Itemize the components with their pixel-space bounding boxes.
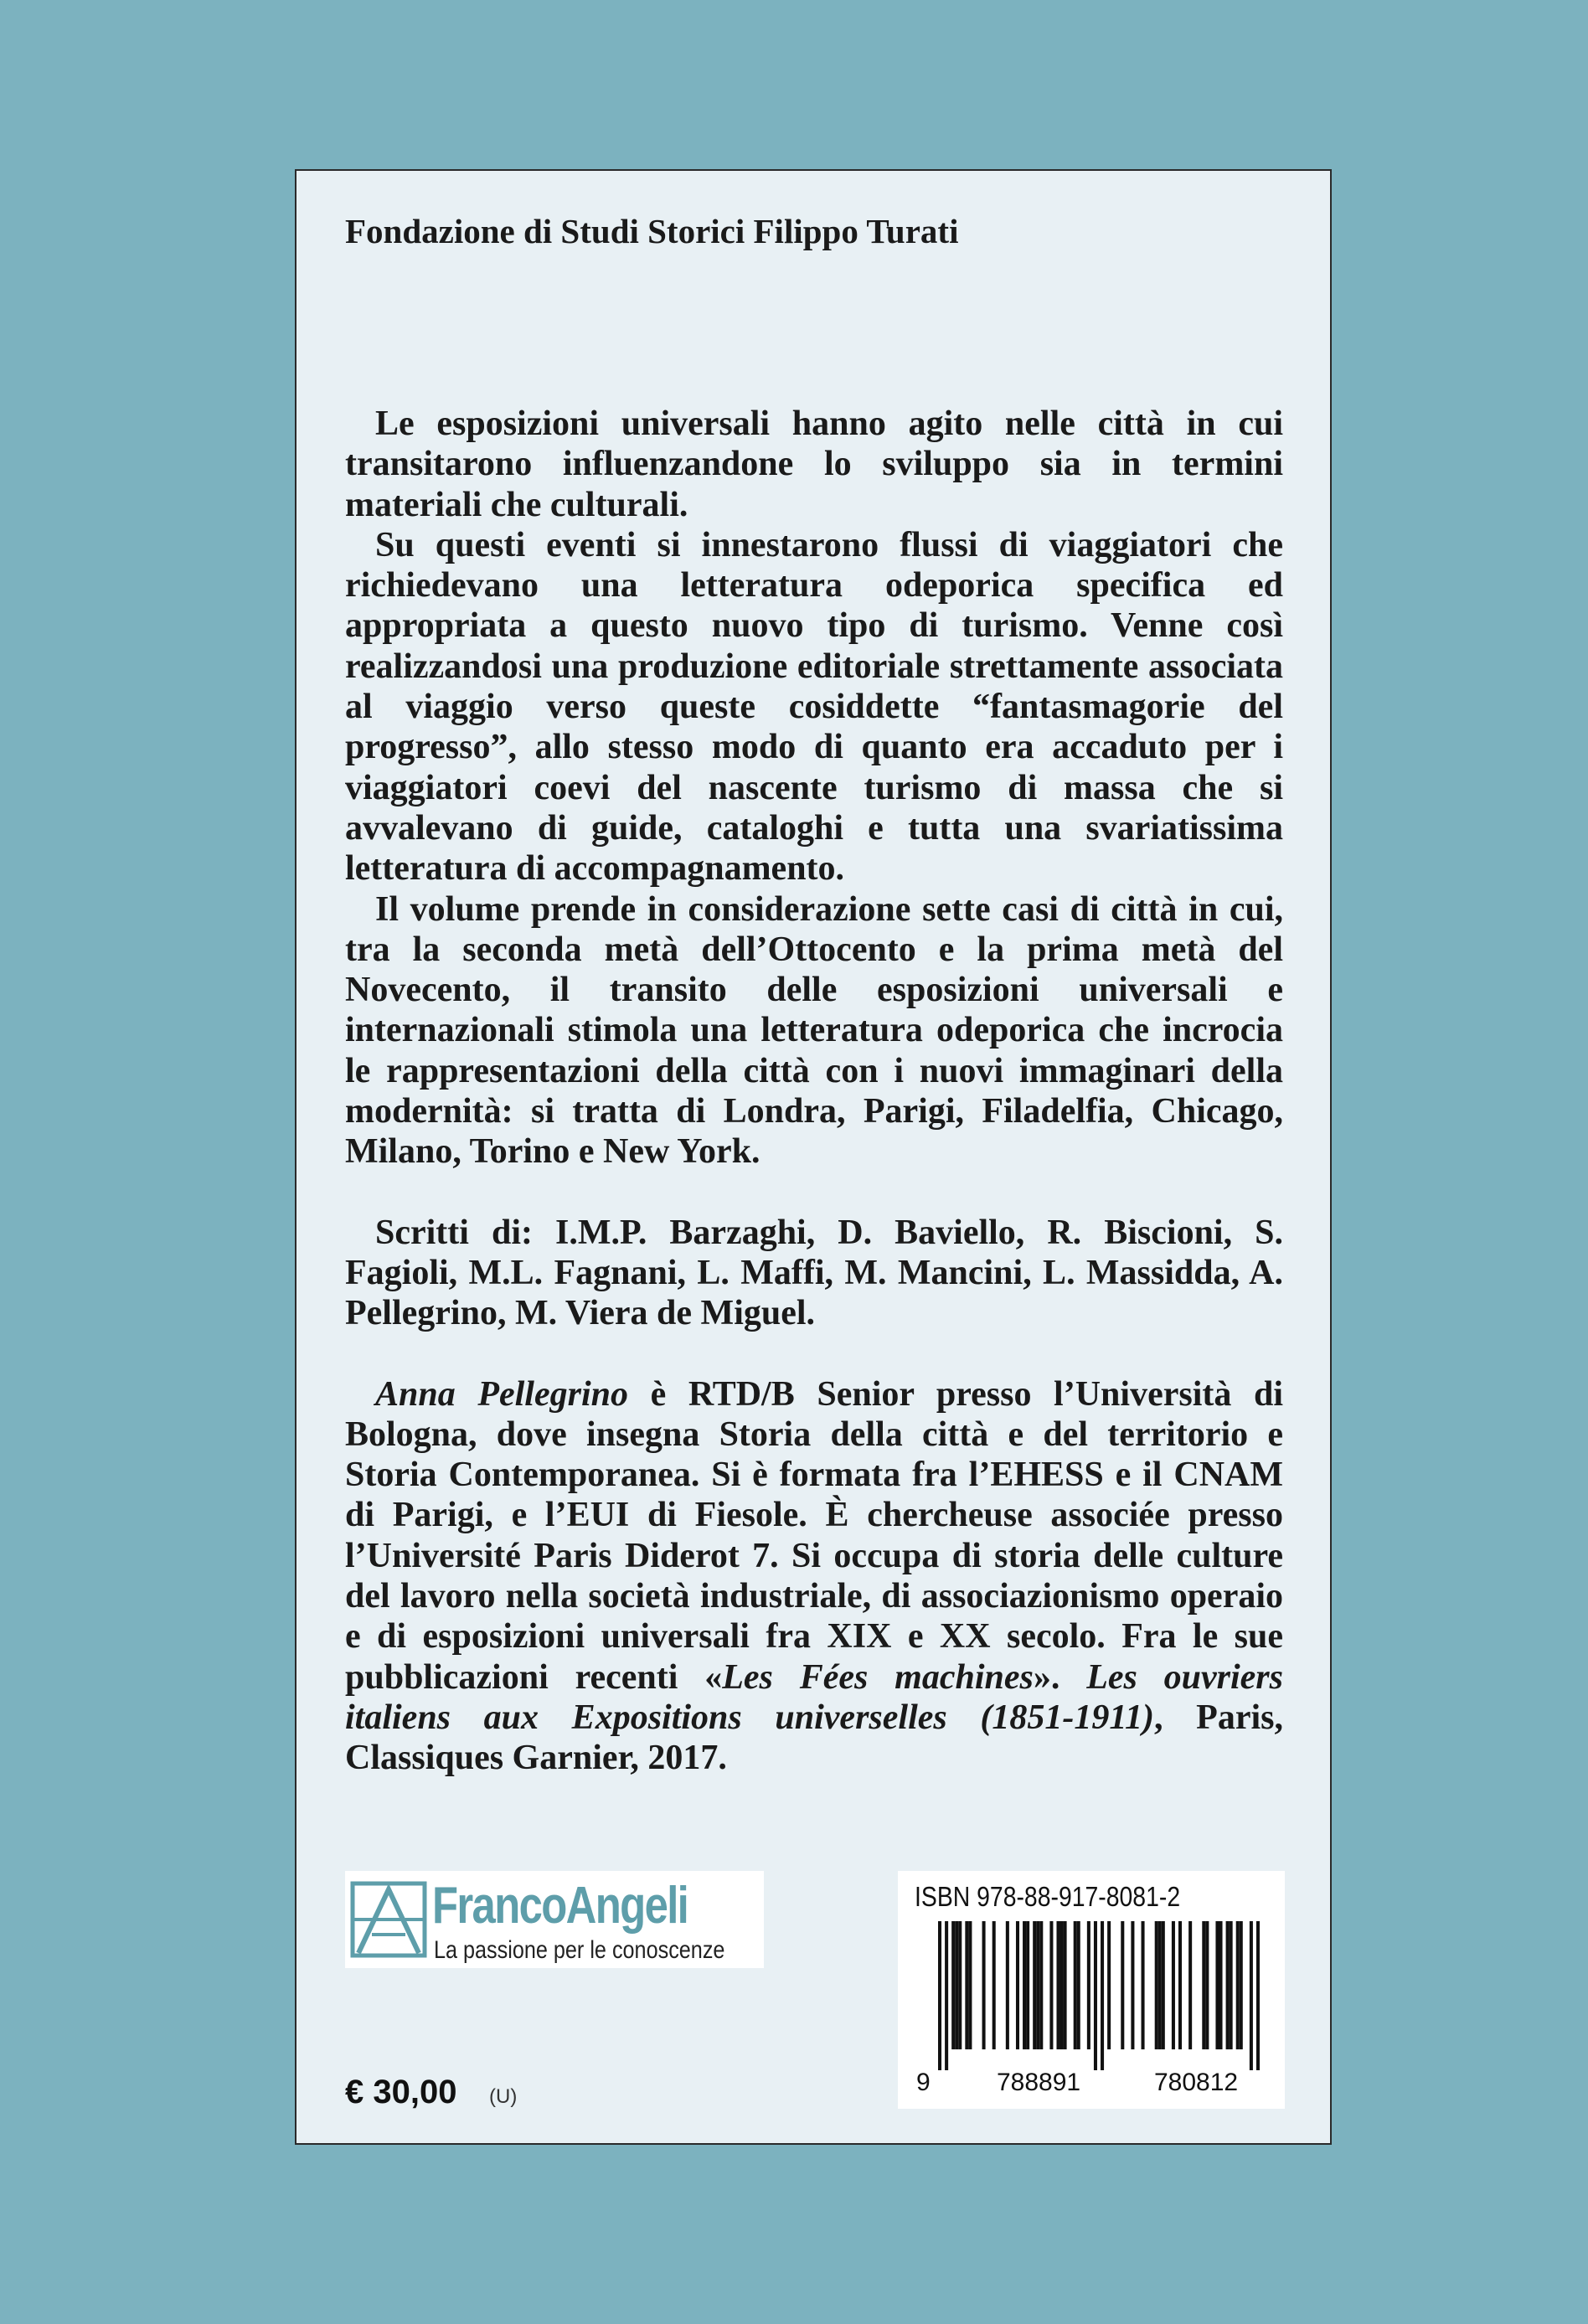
barcode-bar <box>965 1921 968 2049</box>
publisher-name: FrancoAngeli <box>432 1877 688 1935</box>
barcode-bar <box>1121 1921 1124 2049</box>
barcode-bar <box>1056 1921 1060 2049</box>
barcode-bar <box>1205 1921 1209 2049</box>
publication-title-b: Les ouvriers italiens aux Expositions universelles (1851-1911) <box>345 1657 1283 1737</box>
barcode-bar <box>992 1921 996 2049</box>
isbn-label: ISBN 978-88-917-8081-2 <box>915 1881 1181 1912</box>
publisher-tagline: La passione per le conoscenze <box>434 1936 725 1964</box>
barcode-left-digits: 788891 <box>997 2069 1081 2096</box>
barcode-bar <box>1077 1921 1080 2049</box>
barcode-block <box>898 1871 1285 2109</box>
barcode-bar <box>1236 1921 1240 2049</box>
price-code: (U) <box>489 2085 518 2108</box>
barcode-bar <box>1230 1921 1233 2049</box>
barcode-bar <box>1016 1921 1019 2049</box>
barcode-bar <box>1087 1921 1090 2049</box>
barcode-bar <box>958 1921 962 2049</box>
barcode-bar <box>1101 1921 1104 2070</box>
cover-text <box>345 404 1283 1779</box>
francoangeli-logo-icon <box>350 1881 427 1958</box>
barcode-bar <box>1215 1921 1219 2049</box>
barcode-bar <box>1155 1921 1158 2049</box>
barcode-first-digit: 9 <box>916 2069 931 2096</box>
barcode-bar <box>1202 1921 1205 2049</box>
blurb-paragraph-3: Il volume prende in considerazione sette casi di città in cui, tra la seconda metà dell’Ottocento e la prima metà del Novecento, il transito delle esposizioni universali e internazionali stimola una letteratura odeporica che incrocia le rappresentazioni della città con i nuovi immaginari della modernità: si tratta di Londra, Parigi, Filadelfia, Chicago, Milano, Torino e New York. <box>345 889 1283 1172</box>
barcode-bars <box>938 1921 1260 2070</box>
barcode-right-digits: 780812 <box>1154 2069 1239 2096</box>
barcode-bar <box>1162 1921 1165 2049</box>
barcode-bar <box>1219 1921 1222 2049</box>
barcode-bar <box>1049 1921 1053 2049</box>
barcode-bar <box>1074 1921 1077 2049</box>
barcode-bar <box>1026 1921 1029 2049</box>
barcode-bar <box>1107 1921 1111 2049</box>
barcode-bar <box>1006 1921 1009 2049</box>
author-bio <box>345 1374 1283 1779</box>
barcode-bar <box>1060 1921 1064 2049</box>
barcode-bar <box>1064 1921 1067 2049</box>
barcode-bar <box>951 1921 955 2049</box>
barcode-bar <box>1172 1921 1175 2049</box>
author-name: Anna Pellegrino <box>375 1374 628 1414</box>
barcode-bar <box>1256 1921 1260 2070</box>
publication-separator: ». <box>1033 1657 1087 1697</box>
barcode-bar <box>1142 1921 1145 2049</box>
barcode-bar <box>1250 1921 1253 2070</box>
barcode-bar <box>1023 1921 1026 2049</box>
publication-title-a: Les Fées machines <box>722 1657 1034 1697</box>
author-bio-text: è RTD/B Senior presso l’Università di Bologna, dove insegna Storia della città e del territorio e Storia Contemporanea. Si è formata fra l’EHESS e il CNAM di Parigi, e l’EUI di Fiesole. È chercheuse associée presso l’Université Paris Diderot 7. Si occupa di storia delle culture del lavoro nella società industriale, di associazionismo operaio e di esposizioni universali fra XIX e XX secolo. Fra le sue pubblicazioni recenti « <box>345 1374 1283 1697</box>
barcode-bar <box>1036 1921 1039 2049</box>
price: € 30,00 <box>345 2074 457 2110</box>
barcode-bar <box>938 1921 941 2070</box>
blurb-paragraph-1: Le esposizioni universali hanno agito nelle città in cui transitarono influenzandone lo sviluppo sia in termini materiali che culturali. <box>345 405 1283 524</box>
barcode-bar <box>1039 1921 1043 2049</box>
barcode-bar <box>1226 1921 1230 2049</box>
contributors: Scritti di: I.M.P. Barzaghi, D. Baviello, R. Biscioni, S. Fagioli, M.L. Fagnani, L. Maffi, M. Mancini, L. Massidda, A. Pellegrino, M. Viera de Miguel. <box>345 1213 1283 1333</box>
barcode-bar <box>1158 1921 1162 2049</box>
barcode-bar <box>1178 1921 1182 2049</box>
barcode-bar <box>1131 1921 1134 2049</box>
barcode-bar <box>1240 1921 1243 2049</box>
back-cover-panel <box>295 169 1332 2145</box>
barcode-bar <box>955 1921 958 2049</box>
barcode-bar <box>1094 1921 1097 2070</box>
publisher-logo <box>345 1871 764 1968</box>
blurb-paragraph-2: Su questi eventi si innestarono flussi di viaggiatori che richiedevano una letteratura odeporica specifica ed appropriata a questo nuovo tipo di turismo. Venne così realizzandosi una produzione editoriale strettamente associata al viaggio verso queste cosiddette “fantasmagorie del progresso”, allo stesso modo di quanto era accaduto per i viaggiatori coevi del nascente turismo di massa che si avvalevano di guide, cataloghi e tutta una svariatissima letteratura di accompagnamento. <box>345 525 1283 889</box>
barcode-bar <box>945 1921 948 2070</box>
foundation-name: Fondazione di Studi Storici Filippo Turati <box>345 212 959 250</box>
barcode-bar <box>982 1921 986 2049</box>
barcode-bar <box>1033 1921 1036 2049</box>
publication-details: , Paris, Classiques Garnier, 2017. <box>345 1698 1283 1778</box>
barcode-bar <box>968 1921 972 2049</box>
barcode-bar <box>1188 1921 1192 2049</box>
